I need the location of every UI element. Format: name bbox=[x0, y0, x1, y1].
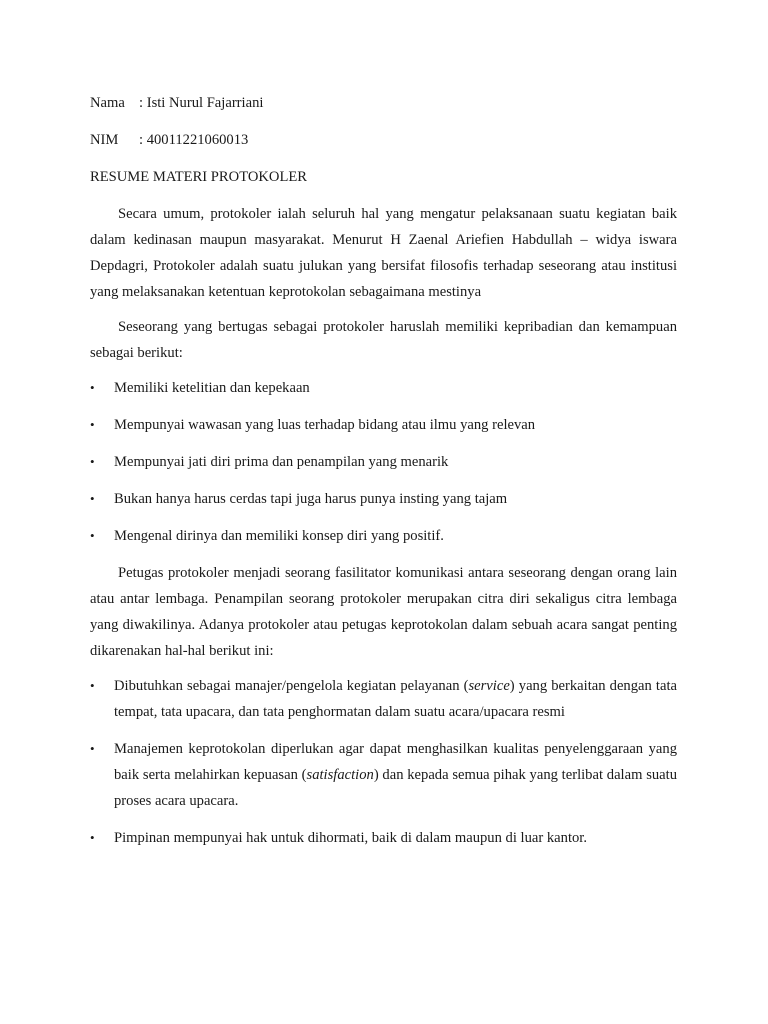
importance-list bbox=[90, 673, 677, 851]
name-row bbox=[90, 90, 677, 116]
nim-value: : 40011221060013 bbox=[139, 132, 249, 148]
name-label: Nama bbox=[90, 95, 125, 111]
list-item bbox=[90, 412, 677, 438]
bullet-icon: • bbox=[90, 830, 95, 845]
nim-row bbox=[90, 127, 677, 153]
document-title: RESUME MATERI PROTOKOLER bbox=[90, 169, 308, 185]
nim-label: NIM bbox=[90, 132, 119, 148]
list-item bbox=[90, 736, 677, 814]
list-item-text: Pimpinan mempunyai hak untuk dihormati, baik di dalam maupun di luar kantor. bbox=[114, 830, 587, 846]
bullet-icon: • bbox=[90, 454, 95, 469]
bullet-icon: • bbox=[90, 678, 95, 693]
paragraph-definition: Secara umum, protokoler ialah seluruh hal yang mengatur pelaksanaan suatu kegiatan baik dalam kedinasan maupun masyarakat. Menurut H Zaenal Ariefien Habdullah – widya iswara Depdagri, Protokoler adalah suatu julukan yang bersifat filosofis terhadap seseorang atau institusi yang melaksanakan ketentuan keprotokolan sebagaimana mestinya bbox=[90, 206, 677, 300]
list-item-text-pre: Manajemen keprotokolan diperlukan agar dapat menghasilkan kualitas penyelenggaraan yang baik serta melahirkan kepuasan ( bbox=[114, 741, 677, 783]
requirements-list bbox=[90, 375, 677, 549]
bullet-icon: • bbox=[90, 741, 95, 756]
list-item-text: Mempunyai wawasan yang luas terhadap bidang atau ilmu yang relevan bbox=[114, 417, 536, 433]
list-item-text-post: ) yang berkaitan dengan tata tempat, tata upacara, dan tata penghormatan dalam suatu acara/upacara resmi bbox=[114, 678, 677, 720]
list-item bbox=[90, 673, 677, 725]
bullet-icon: • bbox=[90, 491, 95, 506]
list-item bbox=[90, 449, 677, 475]
list-item bbox=[90, 523, 677, 549]
list-item bbox=[90, 375, 677, 401]
list-item bbox=[90, 486, 677, 512]
bullet-icon: • bbox=[90, 528, 95, 543]
paragraph-importance-intro: Petugas protokoler menjadi seorang fasilitator komunikasi antara seseorang dengan orang lain atau antar lembaga. Penampilan seorang protokoler merupakan citra diri sekaligus citra lembaga yang diwakilinya. Adanya protokoler atau petugas keprotokolan dalam sebuah acara sangat penting dikarenakan hal-hal berikut ini: bbox=[90, 565, 677, 659]
list-item-text-pre: Dibutuhkan sebagai manajer/pengelola kegiatan pelayanan ( bbox=[114, 678, 469, 694]
bullet-icon: • bbox=[90, 380, 95, 395]
list-item-italic-term: satisfaction bbox=[306, 767, 374, 783]
document-page bbox=[90, 90, 677, 862]
list-item-text: Bukan hanya harus cerdas tapi juga harus punya insting yang tajam bbox=[114, 491, 508, 507]
paragraph-requirements-intro: Seseorang yang bertugas sebagai protokoler haruslah memiliki kepribadian dan kemampuan sebagai berikut: bbox=[90, 319, 677, 361]
list-item-text-post: ) dan kepada semua pihak yang terlibat dalam suatu proses acara upacara. bbox=[114, 767, 677, 809]
bullet-icon: • bbox=[90, 417, 95, 432]
list-item-text: Memiliki ketelitian dan kepekaan bbox=[114, 380, 310, 396]
list-item bbox=[90, 825, 677, 851]
name-value: : Isti Nurul Fajarriani bbox=[139, 95, 264, 111]
list-item-text: Mengenal dirinya dan memiliki konsep diri yang positif. bbox=[114, 528, 444, 544]
list-item-text: Mempunyai jati diri prima dan penampilan yang menarik bbox=[114, 454, 449, 470]
list-item-italic-term: service bbox=[468, 678, 510, 694]
